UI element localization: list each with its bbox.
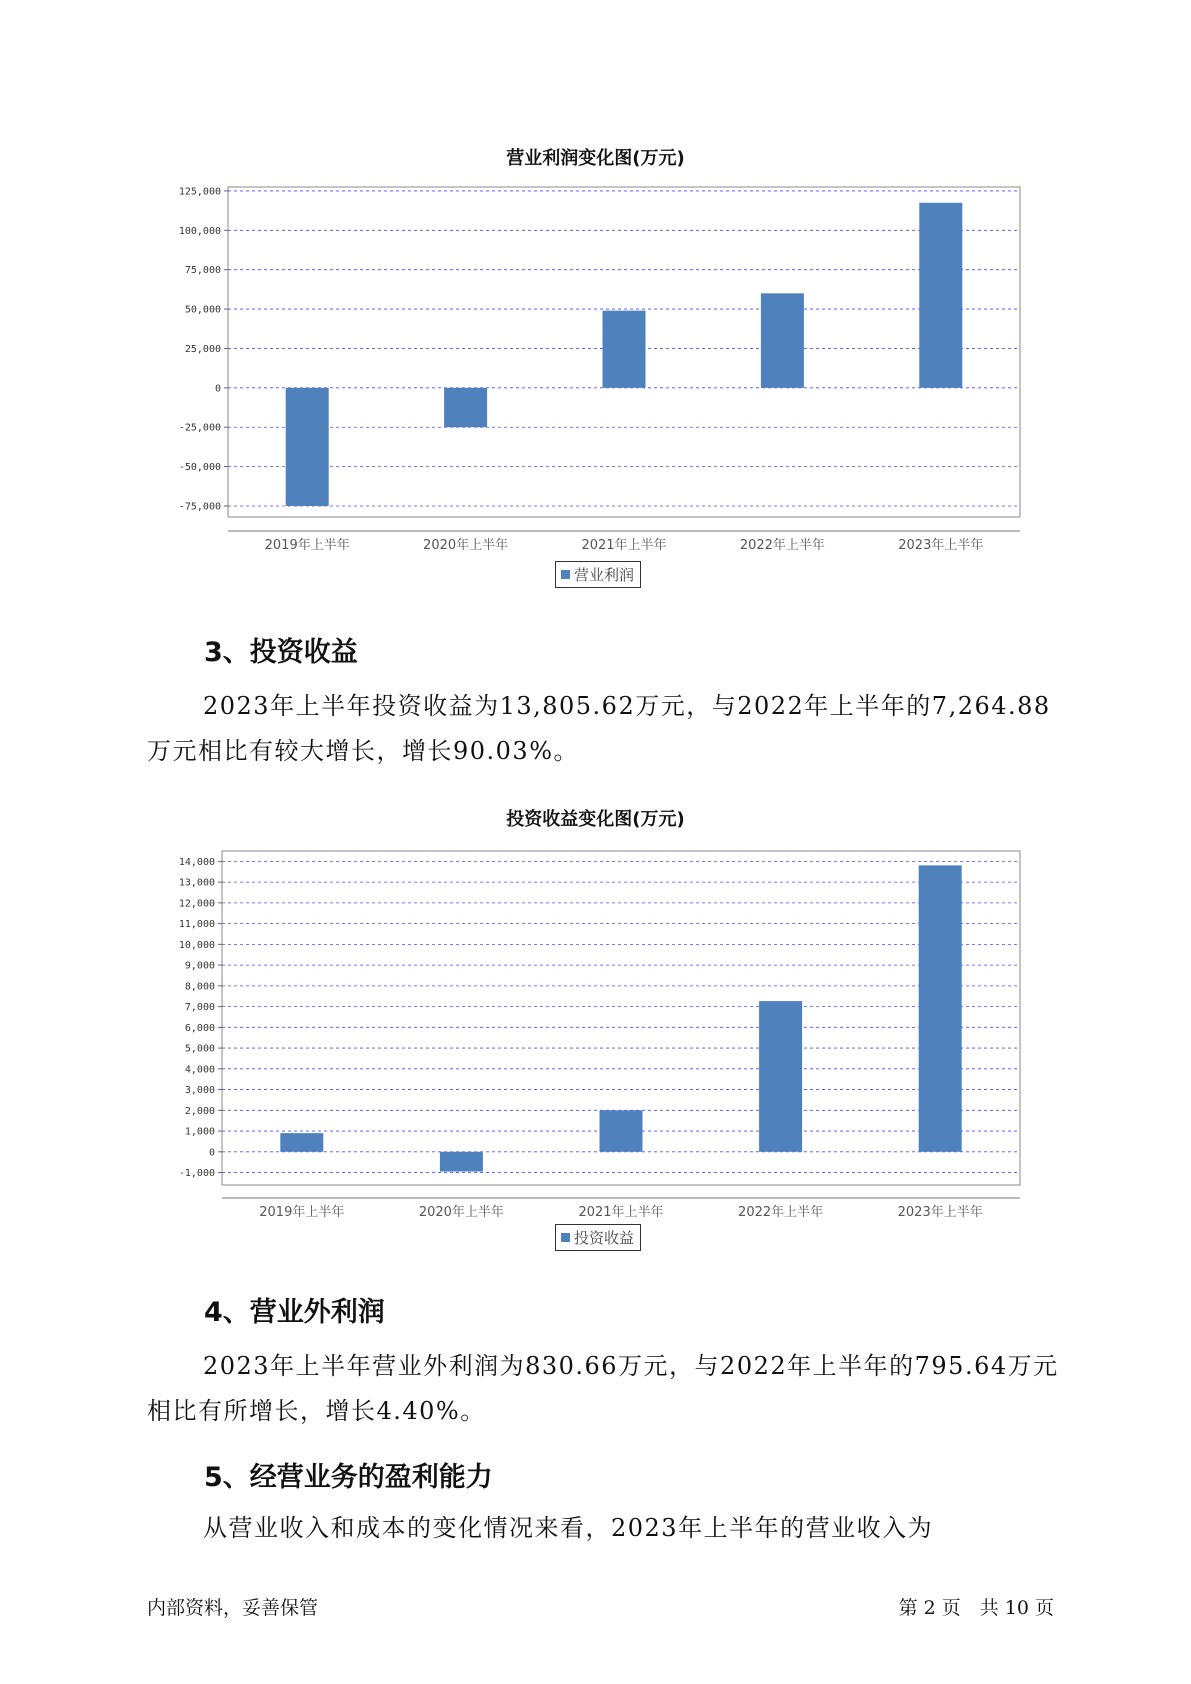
legend-swatch-icon <box>561 1233 570 1242</box>
y-tick-label: -1,000 <box>178 1168 215 1180</box>
y-tick-label: 3,000 <box>184 1085 215 1097</box>
chart2-title: 投资收益变化图(万元) <box>506 809 685 830</box>
y-tick-label: 25,000 <box>184 343 221 355</box>
bar <box>761 293 804 388</box>
x-tick-label: 2021年上半年 <box>581 538 667 553</box>
y-tick-label: 0 <box>214 383 221 395</box>
x-tick-label: 2021年上半年 <box>578 1205 664 1220</box>
y-tick-label: -50,000 <box>178 462 221 474</box>
bar <box>919 203 962 388</box>
bar <box>600 1110 643 1151</box>
chart1-legend <box>555 561 641 588</box>
section3-heading: 3、投资收益 <box>204 637 358 668</box>
y-tick-label: 2,000 <box>184 1105 215 1117</box>
bar <box>603 311 646 388</box>
x-tick-label: 2020年上半年 <box>423 538 509 553</box>
x-tick-label: 2019年上半年 <box>264 538 350 553</box>
y-tick-label: 11,000 <box>178 919 215 931</box>
x-tick-label: 2023年上半年 <box>898 538 984 553</box>
x-tick-label: 2022年上半年 <box>738 1205 824 1220</box>
bar <box>444 388 487 427</box>
y-tick-label: 75,000 <box>184 265 221 277</box>
chart1-title: 营业利润变化图(万元) <box>506 148 685 169</box>
operating-profit-chart <box>0 170 1191 553</box>
chart2-legend <box>555 1224 641 1251</box>
y-tick-label: 14,000 <box>178 856 215 868</box>
x-tick-label: 2023年上半年 <box>897 1205 983 1220</box>
y-tick-label: 12,000 <box>178 898 215 910</box>
chart2-legend-label: 投资收益 <box>574 1229 635 1247</box>
footer-page-number: 第 2 页 共 10 页 <box>898 1597 1054 1619</box>
y-tick-label: -75,000 <box>178 501 221 513</box>
investment-income-chart <box>0 838 1191 1220</box>
y-tick-label: 4,000 <box>184 1064 215 1076</box>
y-tick-label: 6,000 <box>184 1022 215 1034</box>
y-tick-label: 5,000 <box>184 1043 215 1055</box>
y-tick-label: -25,000 <box>178 422 221 434</box>
bar <box>919 865 962 1151</box>
y-tick-label: 125,000 <box>178 186 221 198</box>
chart1-legend-label: 营业利润 <box>574 566 635 584</box>
footer-left: 内部资料，妥善保管 <box>147 1597 319 1619</box>
section4-heading: 4、营业外利润 <box>204 1297 385 1328</box>
x-tick-label: 2019年上半年 <box>259 1205 345 1220</box>
bar <box>286 388 329 506</box>
y-tick-label: 0 <box>208 1147 215 1159</box>
section5-paragraph: 从营业收入和成本的变化情况来看，2023年上半年的营业收入为 <box>203 1514 934 1542</box>
section3-paragraph: 2023年上半年投资收益为13,805.62万元，与2022年上半年的7,264.88万元相比有较大增长，增长90.03%。 <box>147 692 1051 765</box>
bar <box>280 1133 323 1152</box>
x-tick-label: 2020年上半年 <box>418 1205 504 1220</box>
y-tick-label: 50,000 <box>184 304 221 316</box>
y-tick-label: 13,000 <box>178 877 215 889</box>
y-tick-label: 10,000 <box>178 939 215 951</box>
legend-swatch-icon <box>561 570 570 579</box>
section5-heading: 5、经营业务的盈利能力 <box>204 1462 493 1493</box>
y-tick-label: 1,000 <box>184 1126 215 1138</box>
bar <box>440 1152 483 1172</box>
bar <box>759 1001 802 1152</box>
y-tick-label: 8,000 <box>184 981 215 993</box>
y-tick-label: 7,000 <box>184 1002 215 1014</box>
section4-paragraph: 2023年上半年营业外利润为830.66万元，与2022年上半年的795.64万元相比有所增长，增长4.40%。 <box>147 1352 1059 1425</box>
y-tick-label: 9,000 <box>184 960 215 972</box>
x-tick-label: 2022年上半年 <box>739 538 825 553</box>
y-tick-label: 100,000 <box>178 225 221 237</box>
